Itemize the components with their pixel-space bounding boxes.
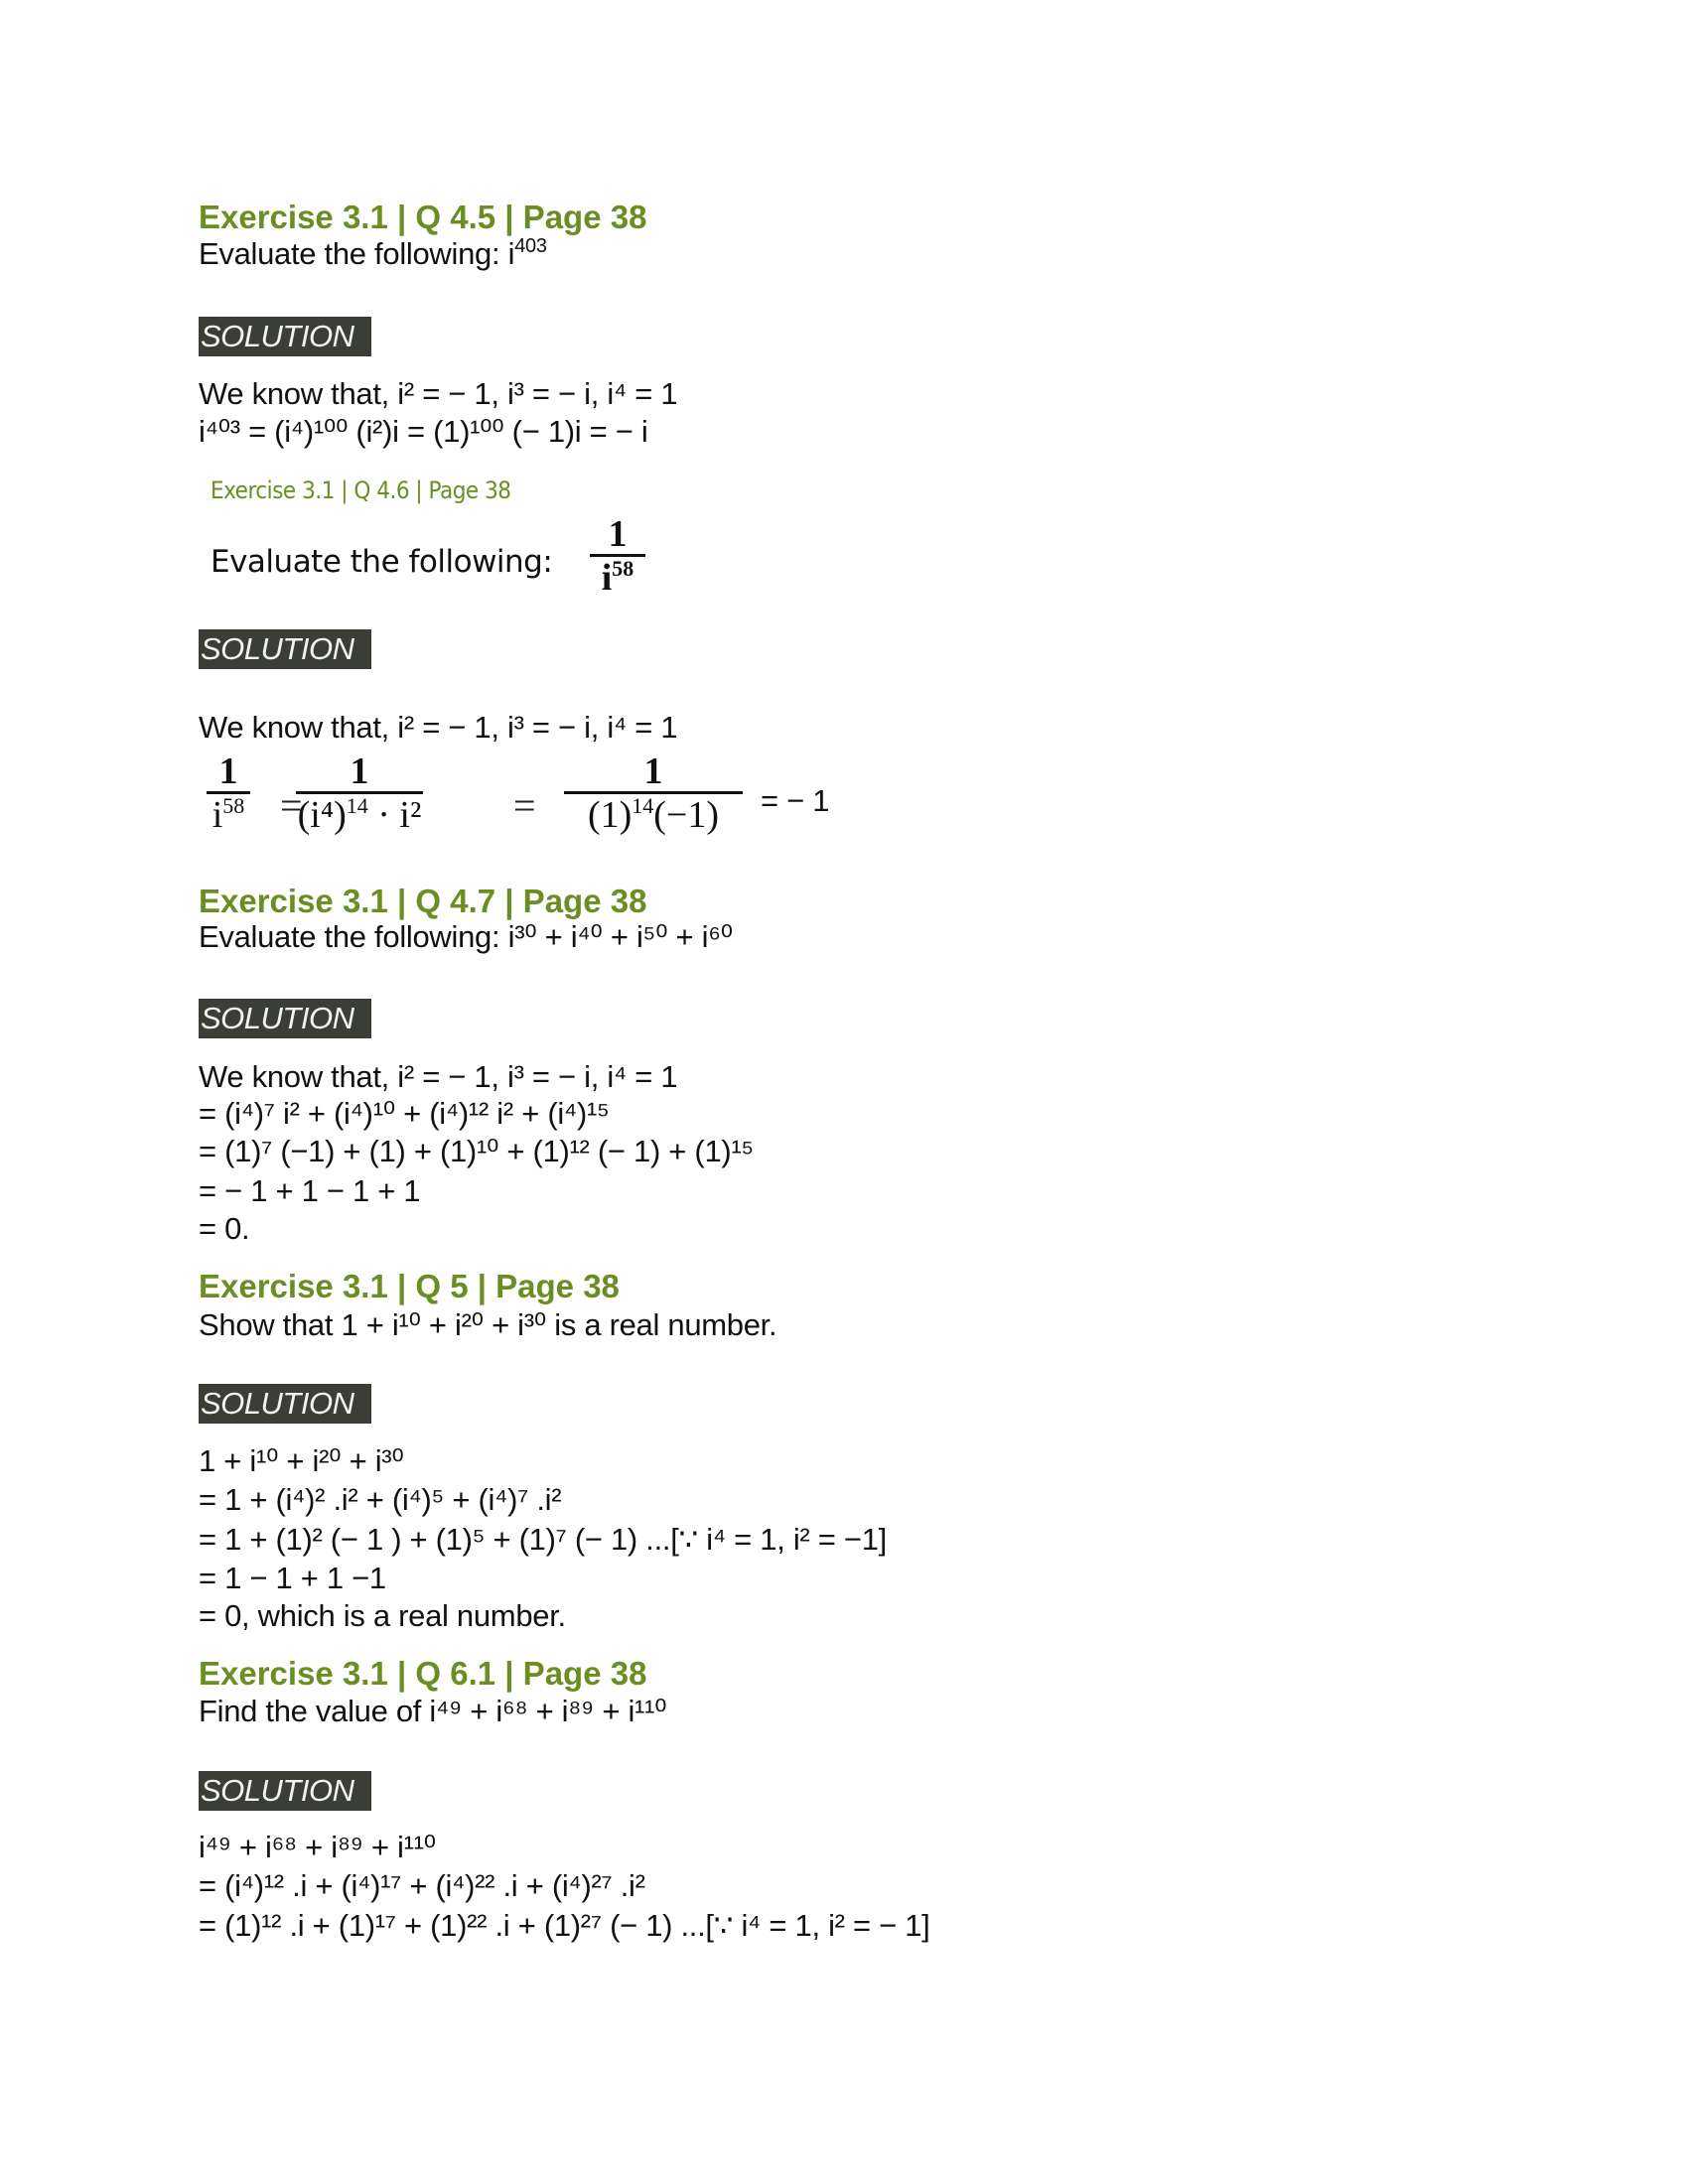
equation-result: = − 1 (761, 783, 830, 818)
solution-step: = 1 − 1 + 1 −1 (199, 1561, 386, 1595)
question-text: Show that 1 + i¹⁰ + i²⁰ + i³⁰ is a real number. (199, 1307, 777, 1342)
den-exponent: 14 (346, 793, 368, 818)
den-tail: · i² (367, 794, 422, 836)
solution-step: = (1)¹² .i + (1)¹⁷ + (1)²² .i + (1)²⁷ (− 1) ...[∵ i⁴ = 1, i² = − 1] (199, 1908, 930, 1943)
solution-badge: SOLUTION (199, 629, 371, 669)
equation-fraction-2 (296, 751, 423, 841)
question-text: Evaluate the following: (211, 544, 553, 580)
solution-step: = 1 + (i⁴)² .i² + (i⁴)⁵ + (i⁴)⁷ .i² (199, 1482, 562, 1517)
question-prefix: Evaluate the following: i (199, 236, 515, 271)
solution-step: i⁴⁰³ = (i⁴)¹⁰⁰ (i²)i = (1)¹⁰⁰ (− 1)i = − i (199, 414, 648, 449)
question-text (199, 235, 547, 277)
den-exponent: 58 (612, 556, 634, 581)
fraction-denominator (564, 794, 743, 841)
den-base: (1) (587, 794, 633, 836)
exercise-header: Exercise 3.1 | Q 5 | Page 38 (199, 1268, 620, 1304)
solution-step: = 0. (199, 1211, 250, 1246)
question-text: Evaluate the following: i³⁰ + i⁴⁰ + i⁵⁰ + i⁶⁰ (199, 919, 733, 954)
equals-sign: = (280, 783, 303, 828)
fraction-denominator (296, 794, 423, 841)
den-base: i (601, 557, 613, 599)
fraction-numerator: 1 (350, 751, 369, 792)
fraction-numerator: 1 (608, 513, 628, 555)
fraction-denominator (207, 794, 250, 841)
exercise-header: Exercise 3.1 | Q 4.7 | Page 38 (199, 883, 647, 919)
den-exponent: 14 (632, 793, 654, 818)
solution-known-line: We know that, i² = − 1, i³ = − i, i⁴ = 1 (199, 1059, 678, 1094)
den-base: i (211, 794, 223, 836)
solution-step: = 0, which is a real number. (199, 1598, 566, 1633)
den-base: (i⁴) (297, 794, 347, 836)
solution-badge: SOLUTION (199, 1771, 371, 1811)
solution-step: 1 + i¹⁰ + i²⁰ + i³⁰ (199, 1443, 404, 1478)
solution-badge: SOLUTION (199, 317, 371, 356)
exercise-header: Exercise 3.1 | Q 6.1 | Page 38 (199, 1655, 647, 1692)
solution-badge: SOLUTION (199, 1384, 371, 1424)
exercise-header: Exercise 3.1 | Q 4.5 | Page 38 (199, 199, 647, 235)
den-exponent: 58 (222, 793, 245, 818)
solution-step: = − 1 + 1 − 1 + 1 (199, 1173, 421, 1208)
solution-step: = 1 + (1)² (− 1 ) + (1)⁵ + (1)⁷ (− 1) ...[∵ i⁴ = 1, i² = −1] (199, 1522, 887, 1557)
solution-known-line: We know that, i² = − 1, i³ = − i, i⁴ = 1 (199, 376, 678, 411)
solution-step: = (i⁴)¹² .i + (i⁴)¹⁷ + (i⁴)²² .i + (i⁴)²⁷ .i² (199, 1868, 645, 1903)
solution-step: = (i⁴)⁷ i² + (i⁴)¹⁰ + (i⁴)¹² i² + (i⁴)¹⁵ (199, 1096, 610, 1131)
question-text: Find the value of i⁴⁹ + i⁶⁸ + i⁸⁹ + i¹¹⁰ (199, 1694, 667, 1728)
question-fraction (590, 514, 645, 604)
exercise-header: Exercise 3.1 | Q 4.6 | Page 38 (211, 477, 511, 504)
equation-fraction-3 (564, 751, 743, 841)
den-tail: (−1) (653, 794, 720, 836)
equation-fraction-1 (207, 751, 250, 841)
fraction-numerator: 1 (643, 751, 663, 792)
question-exponent: 403 (514, 235, 547, 257)
equals-sign: = (513, 783, 536, 828)
fraction-denominator (590, 557, 645, 604)
fraction-numerator: 1 (218, 751, 238, 792)
solution-known-line: We know that, i² = − 1, i³ = − i, i⁴ = 1 (199, 710, 678, 745)
solution-step: i⁴⁹ + i⁶⁸ + i⁸⁹ + i¹¹⁰ (199, 1830, 436, 1864)
solution-badge: SOLUTION (199, 999, 371, 1038)
solution-step: = (1)⁷ (−1) + (1) + (1)¹⁰ + (1)¹² (− 1) + (1)¹⁵ (199, 1134, 754, 1168)
